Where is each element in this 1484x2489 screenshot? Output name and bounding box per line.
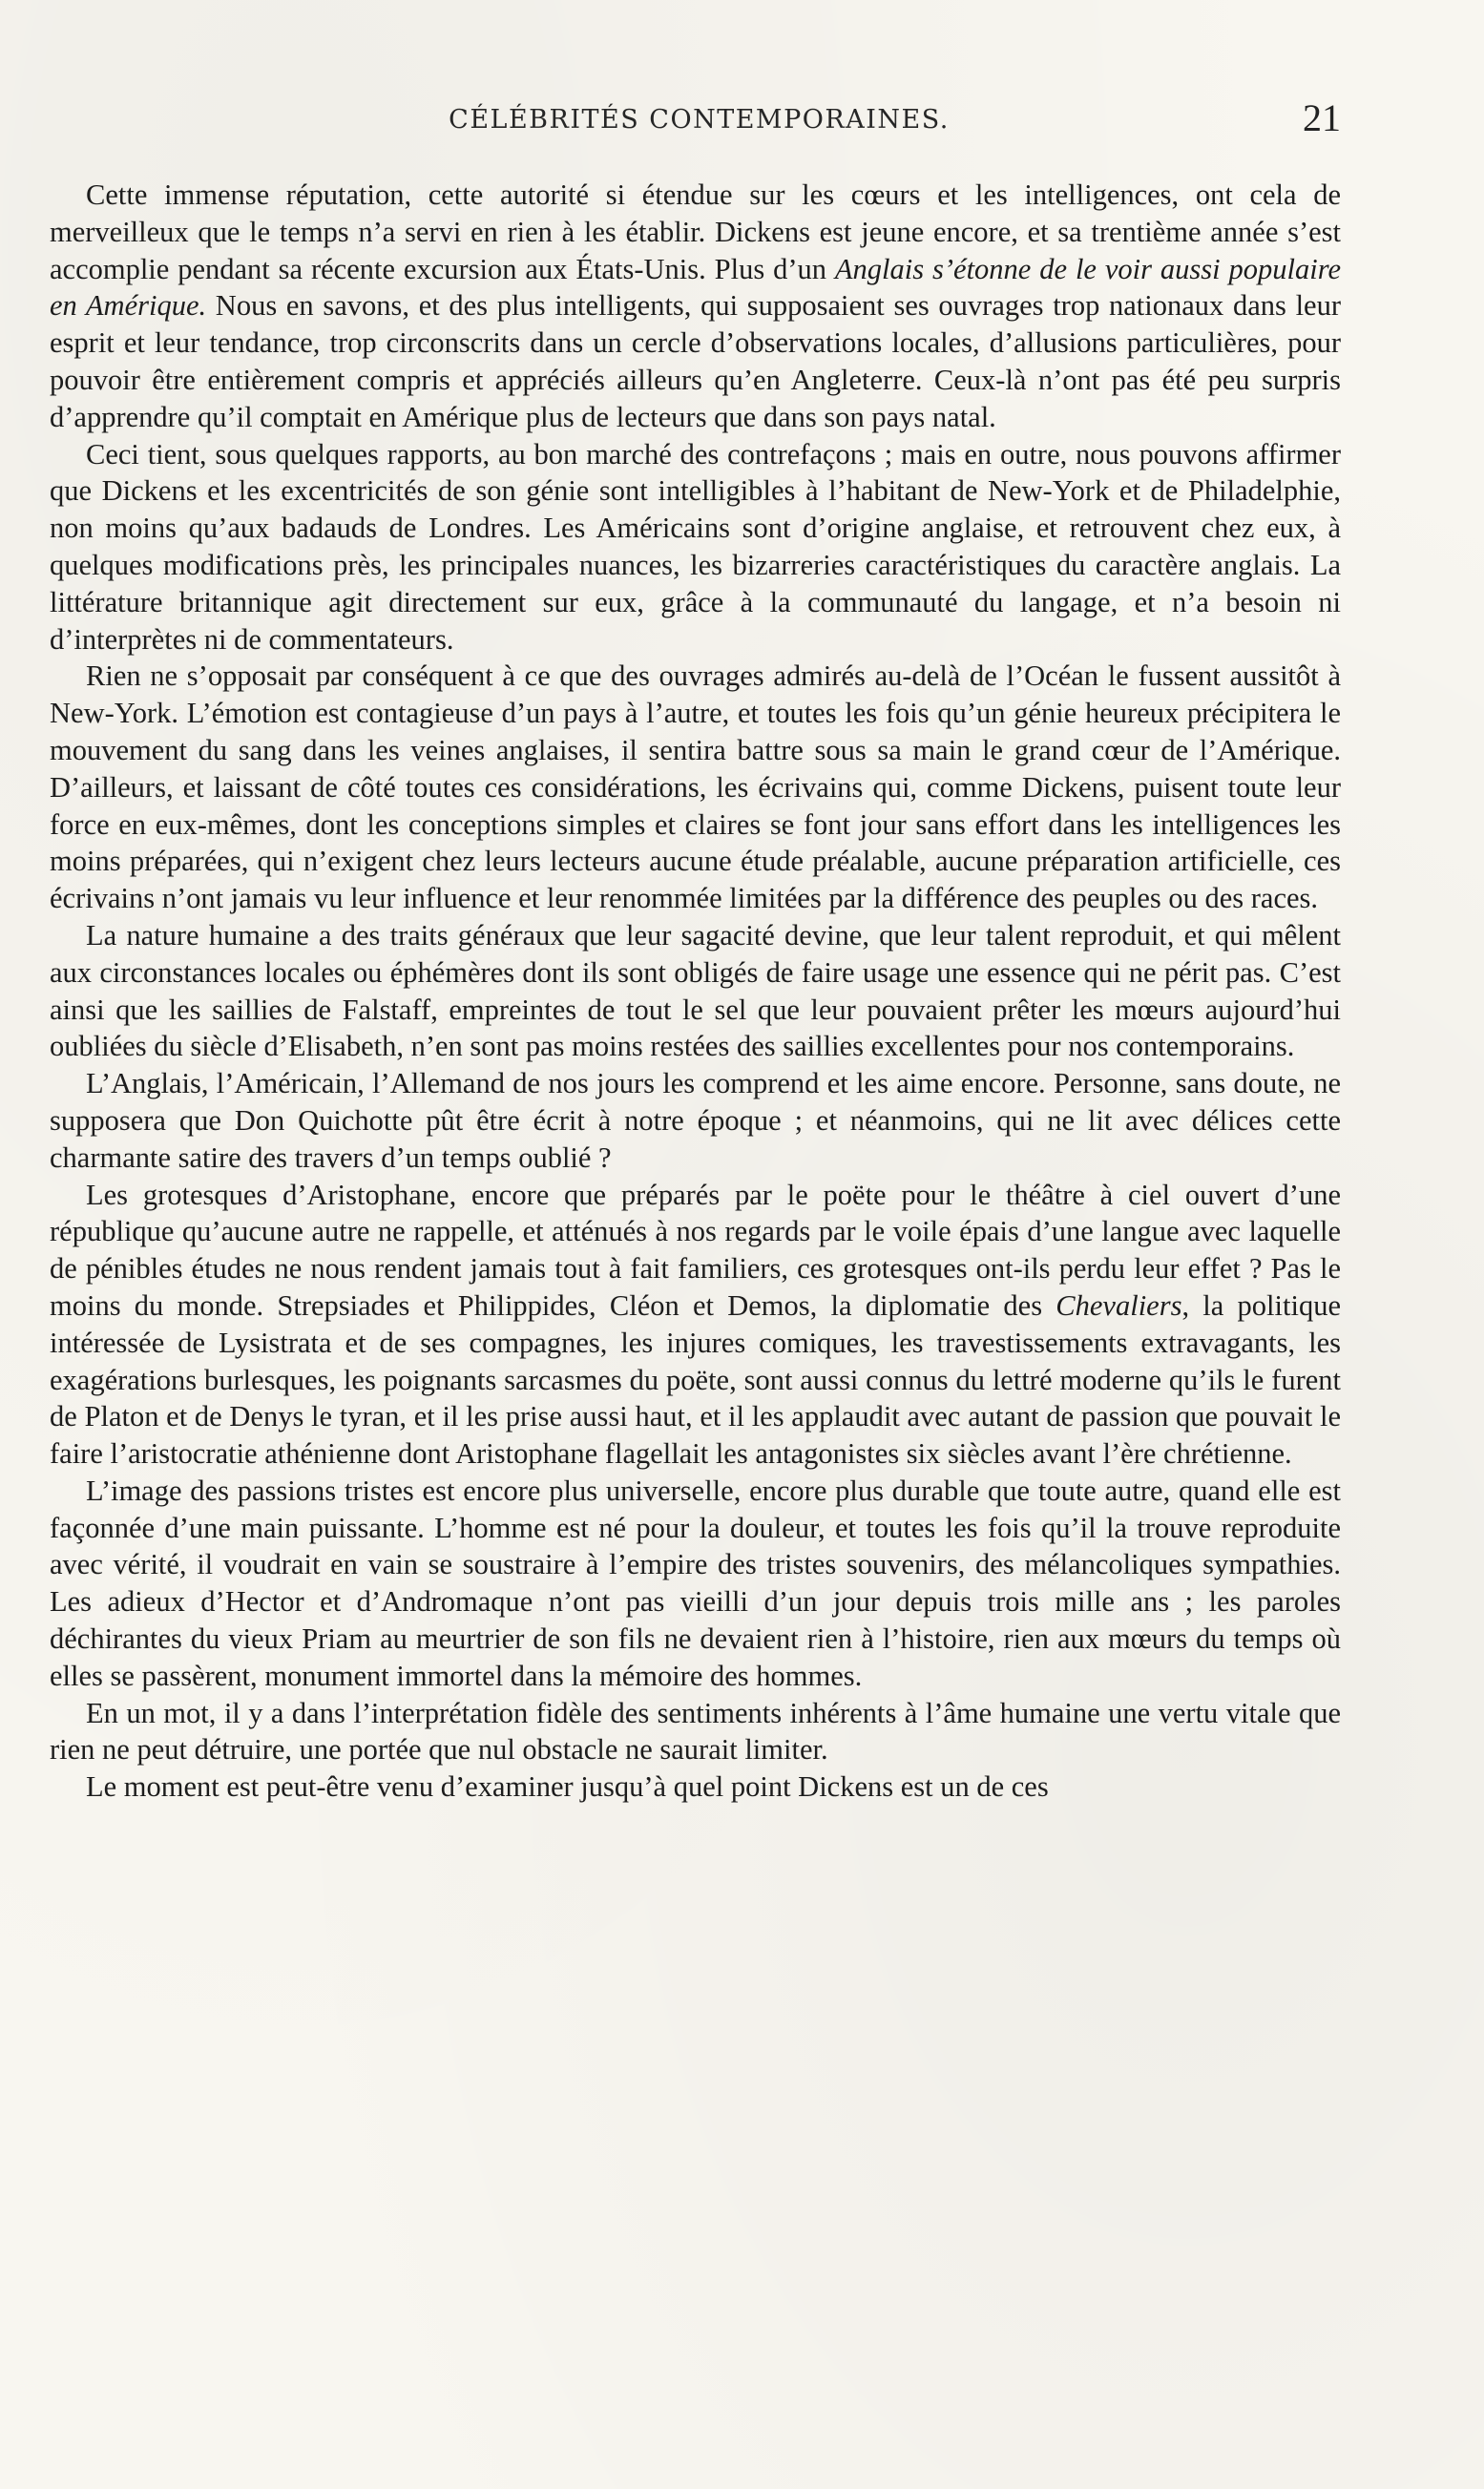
page-header: [57, 95, 1341, 153]
text-run: En un mot, il y a dans l’interprétation fidèle des sentiments inhérents à l’âme humaine une vertu vitale que rien ne peut détruire, une portée que nul obstacle ne saurait limiter.: [50, 1696, 1341, 1767]
paragraph: [50, 917, 1341, 1065]
text-run: L’Anglais, l’Américain, l’Allemand de nos jours les comprend et les aime encore. Personne, sans doute, ne supposera que Don Quichotte pût être écrit à notre époque ; et néanmoins, qui ne lit avec délices cette charmante satire des travers d’un temps oublié ?: [50, 1067, 1341, 1174]
paragraph: [50, 1177, 1341, 1473]
paragraph: [50, 1768, 1341, 1806]
body-text: [50, 177, 1341, 1806]
paragraph: [50, 658, 1341, 917]
text-run: L’image des passions tristes est encore plus universelle, encore plus durable que toute autre, quand elle est façonnée d’une main puissante. L’homme est né pour la douleur, et toutes les fois qu’il la trouve reproduite avec vérité, il voudrait en vain se soustraire à l’empire des tristes souvenirs, des mélancoliques sympathies. Les adieux d’Hector et d’Andromaque n’ont pas vieilli d’un jour depuis trois mille ans ; les paroles déchirantes du vieux Priam au meurtrier de son fils ne devaient rien à l’histoire, rien aux mœurs du temps où elles se passèrent, monument immortel dans la mémoire des hommes.: [50, 1474, 1341, 1692]
running-title: CÉLÉBRITÉS CONTEMPORAINES.: [449, 105, 950, 135]
text-run: Cette immense réputation, cette autorité si étendue sur les cœurs et les intelligences, ont cela de merveilleux que le temps n’a servi en rien à les établir. Dickens est jeune encore, et sa trentième année s’est accomplie pendant sa récente excursion aux États-Unis. Plus d’un: [50, 178, 1341, 285]
text-run: Ceci tient, sous quelques rapports, au bon marché des contrefaçons ; mais en outre, nous pouvons affirmer que Dickens et les excentricités de son génie sont intelligibles à l’habitant de New-York et de Philadelphie, non moins qu’aux badauds de Londres. Les Américains sont d’origine anglaise, et retrouvent chez eux, à quelques modifications près, les principales nuances, les bizarreries caractéristiques du caractère anglais. La littérature britannique agit directement sur eux, grâce à la communauté du langage, et n’a besoin ni d’interprètes ni de commentateurs.: [50, 437, 1341, 656]
text-run: Les grotesques d’Aristophane, encore que préparés par le poëte pour le théâtre à ciel ouvert d’une république qu’aucune autre ne rappelle, et atténués à nos regards par le voile épais d’une langue avec laquelle de pénibles études ne nous rendent jamais tout à fait familiers, ces grotesques ont-ils perdu leur effet ? Pas le moins du monde. Strepsiades et Philippides, Cléon et Demos, la diplomatie des: [50, 1178, 1341, 1322]
paragraph: [50, 1695, 1341, 1769]
text-run: , la politique intéressée de Lysistrata et de ses compagnes, les injures comiques, les travestissements extravagants, les exagérations burlesques, les poignants sarcasmes du poëte, sont aussi connus du lettré moderne qu’ils le furent de Platon et de Denys le tyran, et il les prise aussi haut, et il les applaudit avec autant de passion que pouvait le faire l’aristocratie athénienne dont Aristophane flagellait les antagonistes six siècles avant l’ère chrétienne.: [50, 1288, 1341, 1471]
page-number: 21: [1303, 96, 1341, 139]
text-run: Le moment est peut-être venu d’examiner jusqu’à quel point Dickens est un de ces: [86, 1770, 1049, 1804]
italic-text: Anglais s’étonne de le voir aussi populaire en Amérique.: [50, 252, 1341, 323]
text-run: La nature humaine a des traits généraux que leur sagacité devine, que leur talent reproduit, et qui mêlent aux circonstances locales ou éphémères dont ils sont obligés de faire usage une essence qui ne périt pas. C’est ainsi que les saillies de Falstaff, empreintes de tout le sel que leur pouvaient prêter les mœurs aujourd’hui oubliées du siècle d’Elisabeth, n’en sont pas moins restées des saillies excellentes pour nos contemporains.: [50, 918, 1341, 1063]
italic-title: Chevaliers: [1056, 1288, 1182, 1322]
paragraph: [50, 177, 1341, 436]
text-run: Nous en savons, et des plus intelligents, qui supposaient ses ouvrages trop nationaux dans leur esprit et leur tendance, trop circonscrits dans un cercle d’observations locales, d’allusions particulières, pour pouvoir être entièrement compris et appréciés ailleurs qu’en Angleterre. Ceux-là n’ont pas été peu surpris d’apprendre qu’il comptait en Amérique plus de lecteurs que dans son pays natal.: [50, 289, 1341, 433]
text-run: Rien ne s’opposait par conséquent à ce que des ouvrages admirés au-delà de l’Océan le fussent aussitôt à New-York. L’émotion est contagieuse d’un pays à l’autre, et toutes les fois qu’un génie heureux précipitera le mouvement du sang dans les veines anglaises, il sentira battre sous sa main le grand cœur de l’Amérique. D’ailleurs, et laissant de côté toutes ces considérations, les écrivains qui, comme Dickens, puisent toute leur force en eux-mêmes, dont les conceptions simples et claires se font jour sans effort dans les intelligences les moins préparées, qui n’exigent chez leurs lecteurs aucune étude préalable, aucune préparation artificielle, ces écrivains n’ont jamais vu leur influence et leur renommée limitées par la différence des peuples ou des races.: [50, 659, 1341, 915]
paragraph: [50, 1065, 1341, 1176]
paragraph: [50, 436, 1341, 659]
paragraph: [50, 1473, 1341, 1695]
